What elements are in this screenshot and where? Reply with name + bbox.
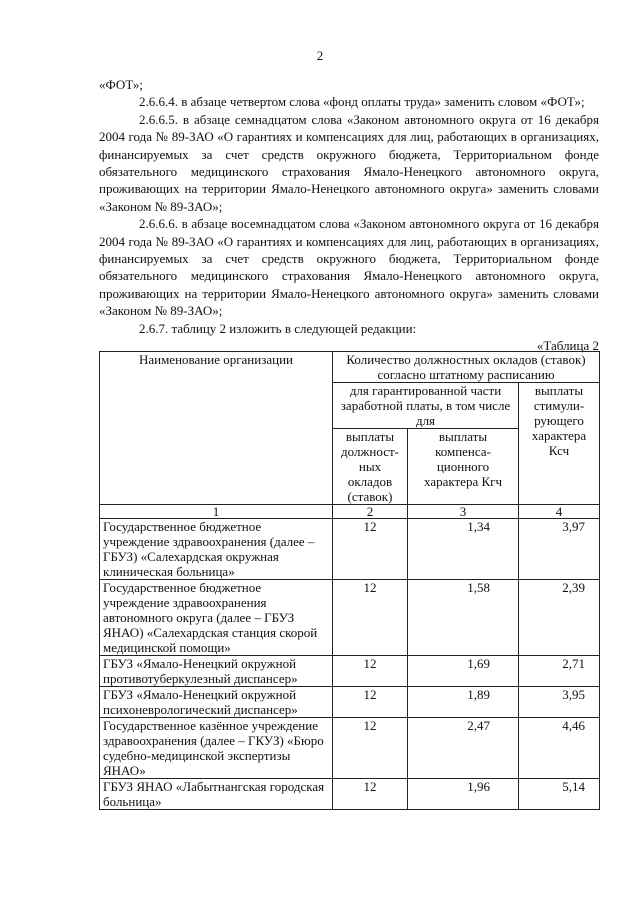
- paragraph-2-6-6-5: 2.6.6.5. в абзаце семнадцатом слова «Законом автономного округа от 16 декабря 2004 года № 89-ЗАО «О гарантиях и компенсациях для лиц, работающих в организациях, финансируемых за счет средств окружного бюджета, Территориальном фонде обязательного медицинского страхования Ямало-Ненецкого автономного округа, проживающих на территории Ямало-Ненецкого автономного округа» заменить словами «Законом № 89-ЗАО»;: [99, 111, 599, 214]
- column-number: 4: [519, 505, 600, 519]
- compensation-cell: 2,47: [408, 718, 519, 779]
- compensation-cell: 1,69: [408, 656, 519, 687]
- paragraph-2-6-6-6: 2.6.6.6. в абзаце восемнадцатом слова «Законом автономного округа от 16 декабря 2004 года № 89-ЗАО «О гарантиях и компенсациях для лиц, работающих в организациях, финансируемых за счет средств окружного бюджета, Территориальном фонде обязательного медицинского страхования Ямало-Ненецкого автономного округа, проживающих на территории Ямало-Ненецкого автономного округа» заменить словами «Законом № 89-ЗАО»;: [99, 216, 599, 319]
- table-row: [100, 779, 600, 810]
- paragraph-2-6-7: 2.6.7. таблицу 2 изложить в следующей редакции:: [139, 320, 417, 336]
- incentive-cell: 3,95: [519, 687, 600, 718]
- paragraph-fot: «ФОТ»;: [99, 77, 144, 92]
- header-incentive: выплаты стимули-рующего характера Ксч: [519, 383, 600, 505]
- table-row: [100, 519, 600, 580]
- compensation-cell: 1,96: [408, 779, 519, 810]
- page-number: 2: [316, 48, 324, 63]
- table-header-row-1: [100, 352, 600, 383]
- table-row: [100, 687, 600, 718]
- table-caption: «Таблица 2: [536, 338, 599, 354]
- compensation-cell: 1,58: [408, 580, 519, 656]
- header-compensation: выплаты компенса-ционного характера Кгч: [408, 429, 519, 505]
- org-name-cell: ГБУЗ ЯНАО «Лабытнангская городская больница»: [100, 779, 333, 810]
- table-row: [100, 656, 600, 687]
- org-name-cell: Государственное бюджетное учреждение здравоохранения автономного округа (далее – ГБУЗ ЯНАО) «Салехардская станция скорой медицинской помощи»: [100, 580, 333, 656]
- column-number: 3: [408, 505, 519, 519]
- table-row: [100, 580, 600, 656]
- incentive-cell: 3,97: [519, 519, 600, 580]
- incentive-cell: 2,71: [519, 656, 600, 687]
- org-name-cell: Государственное бюджетное учреждение здравоохранения (далее – ГБУЗ) «Салехардская окружная клиническая больница»: [100, 519, 333, 580]
- paragraph-2-6-6-4: 2.6.6.4. в абзаце четвертом слова «фонд оплаты труда» заменить словом «ФОТ»;: [139, 94, 585, 110]
- org-name-cell: Государственное казённое учреждение здравоохранения (далее – ГКУЗ) «Бюро судебно-медицинской экспертизы ЯНАО»: [100, 718, 333, 779]
- table-column-numbers: [100, 505, 600, 519]
- header-guaranteed: для гарантированной части заработной платы, в том числе для: [333, 383, 519, 429]
- salary-count-cell: 12: [333, 656, 408, 687]
- salary-count-cell: 12: [333, 779, 408, 810]
- column-number: 1: [100, 505, 333, 519]
- compensation-cell: 1,34: [408, 519, 519, 580]
- table-row: [100, 718, 600, 779]
- salary-count-cell: 12: [333, 519, 408, 580]
- table-2: [99, 351, 600, 810]
- salary-count-cell: 12: [333, 580, 408, 656]
- column-number: 2: [333, 505, 408, 519]
- body-text: [99, 76, 599, 355]
- salary-count-cell: 12: [333, 687, 408, 718]
- incentive-cell: 4,46: [519, 718, 600, 779]
- incentive-cell: 2,39: [519, 580, 600, 656]
- header-salary: выплаты должност-ных окладов (ставок): [333, 429, 408, 505]
- compensation-cell: 1,89: [408, 687, 519, 718]
- header-count: Количество должностных окладов (ставок) согласно штатному расписанию: [333, 352, 600, 383]
- org-name-cell: ГБУЗ «Ямало-Ненецкий окружной психоневрологический диспансер»: [100, 687, 333, 718]
- org-name-cell: ГБУЗ «Ямало-Ненецкий окружной противотуберкулезный диспансер»: [100, 656, 333, 687]
- salary-count-cell: 12: [333, 718, 408, 779]
- incentive-cell: 5,14: [519, 779, 600, 810]
- header-org-name: Наименование организации: [100, 352, 333, 505]
